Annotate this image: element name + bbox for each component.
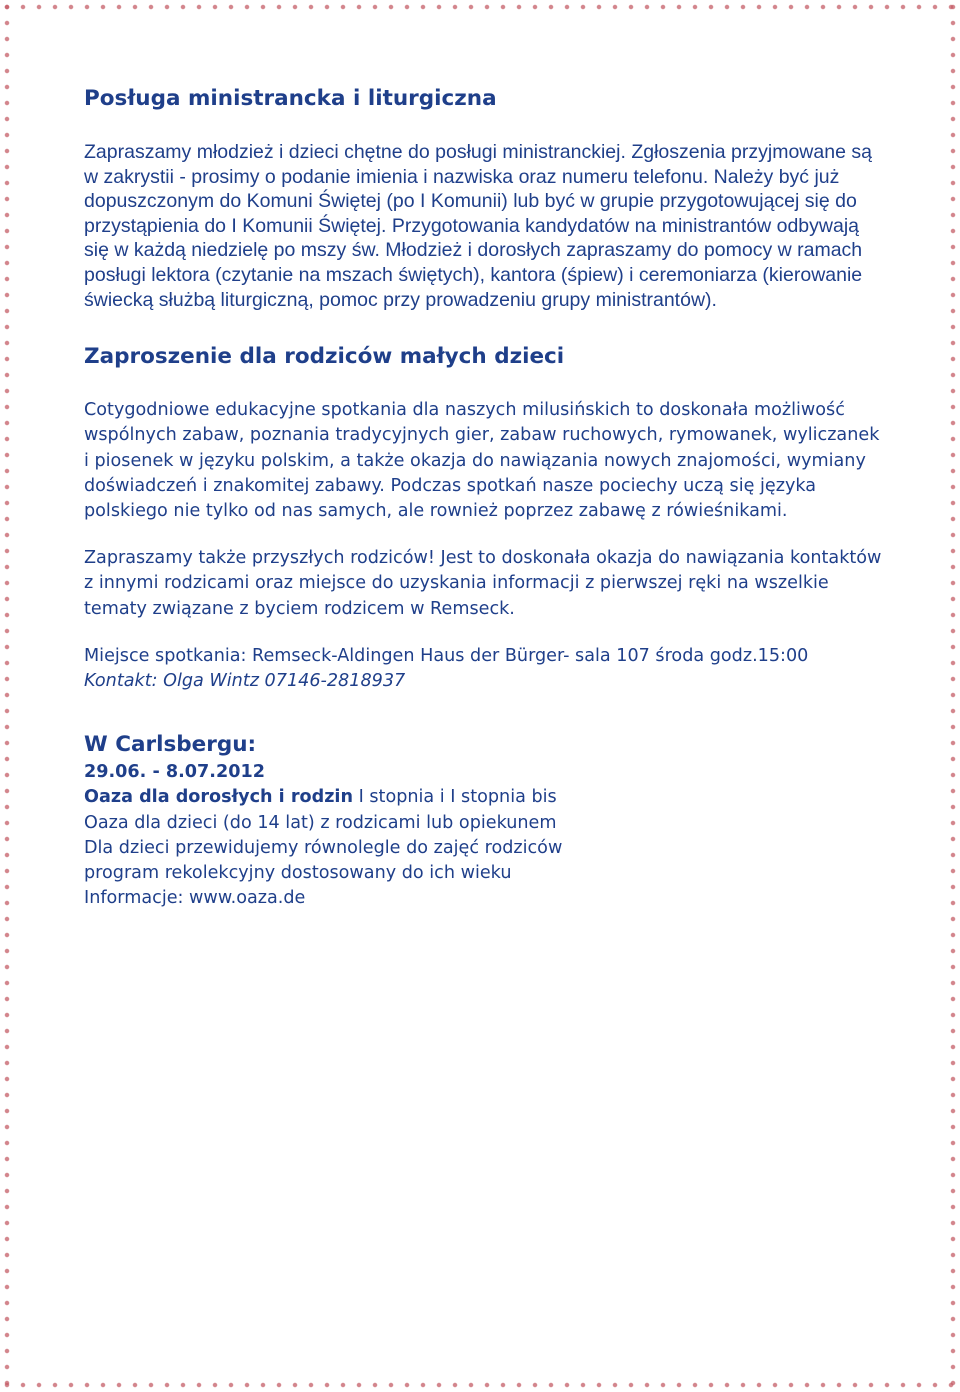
decorative-border-left	[0, 0, 14, 1392]
parents-paragraph-2: Zapraszamy także przyszłych rodziców! Jest to doskonała okazja do nawiązania kontaktów z innymi rodzicami oraz miejsce do uzyskania informacji z pierwszej ręki na wszelkie tematy związane z byciem rodzicem w Remseck.	[84, 548, 882, 619]
decorative-border-top	[0, 0, 960, 14]
carlsberg-section	[84, 730, 884, 911]
event-dates: 29.06. - 8.07.2012	[84, 762, 265, 783]
ministry-paragraph: Zapraszamy młodzież i dzieci chętne do posługi ministranckiej. Zgłoszenia przyjmowane są w zakrystii - prosimy o podanie imienia i nazwiska oraz numeru telefonu. Należy być już dopuszczonym do Komuni Świętej (po I Komunii) lub być w grupie przygotowującej się do przystąpienia do I Komunii Świętej. Przygotowania kandydatów na ministrantów odbywają się w każdą niedzielę po mszy św. Młodzież i dorosłych zapraszamy do pomocy w ramach posługi lektora (czytanie na mszach świętych), kantora (śpiew) i ceremoniarza (kierowanie świecką służbą liturgiczną, pomoc przy prowadzeniu grupy ministrantów).	[84, 141, 872, 311]
oaza-title: Oaza dla dorosłych i rodzin	[84, 787, 353, 808]
children-parallel-line: Dla dzieci przewidujemy równolegle do zajęć rodziców	[84, 837, 563, 858]
heading-carlsberg: W Carlsbergu:	[84, 732, 257, 758]
heading-parents-invitation: Zaproszenie dla rodziców małych dzieci	[84, 344, 565, 370]
oaza-children-line: Oaza dla dzieci (do 14 lat) z rodzicami lub opiekunem	[84, 812, 557, 833]
document-body	[84, 84, 884, 911]
decorative-border-right	[946, 0, 960, 1392]
meeting-location: Miejsce spotkania: Remseck-Aldingen Haus der Bürger- sala 107 środa godz.15:00	[84, 645, 809, 666]
parents-section	[84, 342, 884, 694]
contact-line: Kontakt: Olga Wintz 07146-2818937	[84, 670, 406, 691]
oaza-line	[84, 785, 884, 810]
info-website: Informacje: www.oaza.de	[84, 888, 306, 909]
retreat-program-line: program rekolekcyjny dostosowany do ich wieku	[84, 863, 512, 883]
oaza-degree: I stopnia i I stopnia bis	[353, 787, 557, 808]
parents-paragraph-1: Cotygodniowe edukacyjne spotkania dla naszych milusińskich to doskonała możliwość wspólnych zabaw, poznania tradycyjnych gier, zabaw ruchowych, rymowanek, wyliczanek i piosenek w języku polskim, a także okazja do nawiązania nowych znajomości, wymiany doświadczeń i znakomitej zabawy. Podczas spotkań nasze pociechy uczą się języka polskiego nie tylko od nas samych, ale rownież poprzez zabawę z rówieśnikami.	[84, 400, 880, 521]
decorative-border-bottom	[0, 1378, 960, 1392]
heading-ministry: Posługa ministrancka i liturgiczna	[84, 86, 497, 111]
